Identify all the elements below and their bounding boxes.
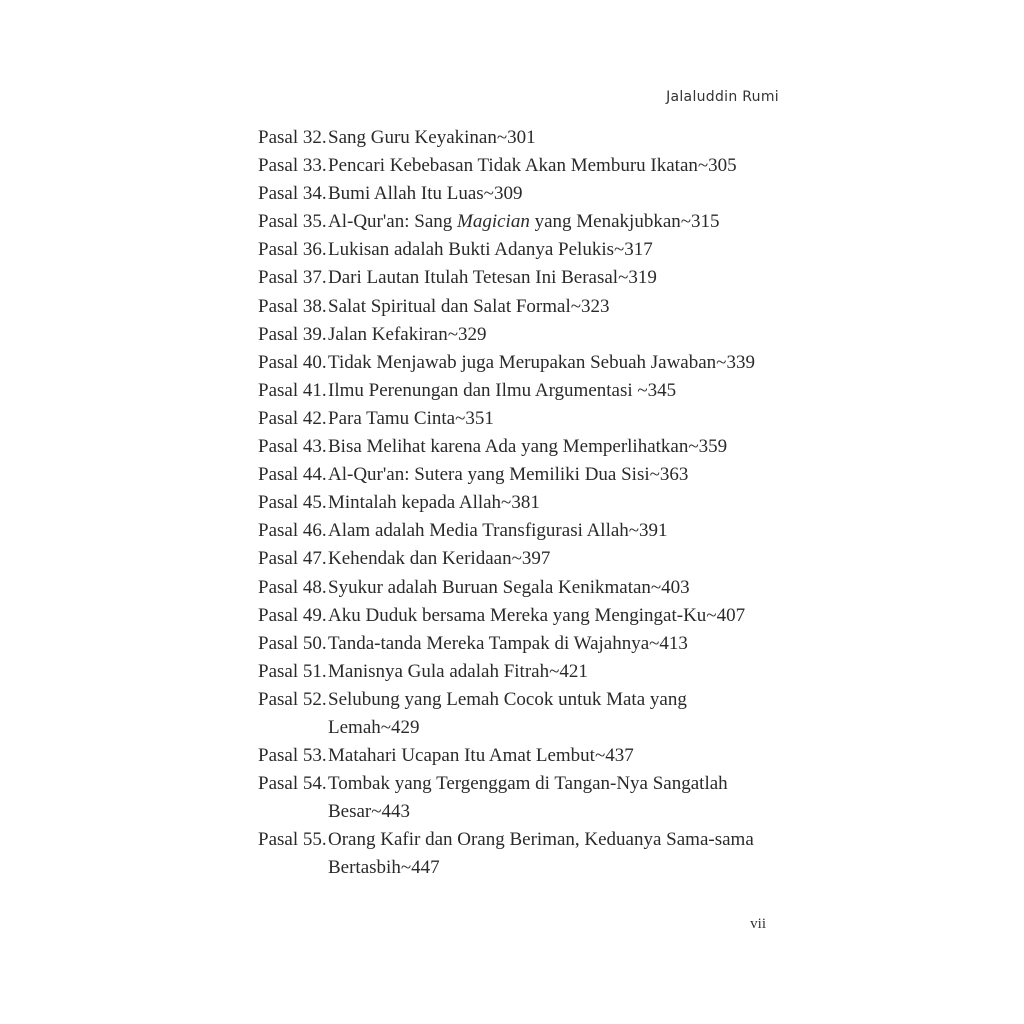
toc-entry-title-continued: Besar~443 — [328, 801, 411, 823]
toc-entry-number: Pasal 36. — [258, 239, 327, 261]
toc-entry-number: Pasal 45. — [258, 492, 327, 514]
toc-entry-title: Aku Duduk bersama Mereka yang Mengingat-Ku~407 — [328, 604, 746, 626]
toc-entry — [258, 405, 778, 433]
toc-entry — [258, 574, 778, 602]
toc-entry-number: Pasal 32. — [258, 127, 327, 148]
toc-entry-title: Para Tamu Cinta~351 — [328, 407, 494, 429]
toc-entry-number: Pasal 34. — [258, 183, 327, 205]
toc-entry — [258, 686, 778, 742]
toc-entry — [258, 264, 778, 292]
toc-entry-title: Tanda-tanda Mereka Tampak di Wajahnya~413 — [328, 632, 688, 654]
toc-entry-title: Manisnya Gula adalah Fitrah~421 — [328, 660, 588, 682]
toc-entry-number: Pasal 33. — [258, 155, 327, 177]
toc-entry-title: Mintalah kepada Allah~381 — [328, 492, 540, 514]
toc-entry-title-continued: Bertasbih~447 — [328, 857, 440, 879]
toc-entry-title: Bumi Allah Itu Luas~309 — [328, 183, 523, 205]
toc-entry-title: Sang Guru Keyakinan~301 — [328, 127, 536, 148]
toc-title-suffix: yang Menakjubkan~315 — [529, 211, 720, 233]
toc-entry — [258, 433, 778, 461]
toc-entry-number: Pasal 35. — [258, 211, 327, 233]
toc-entry-title: Ilmu Perenungan dan Ilmu Argumentasi ~345 — [328, 379, 677, 401]
toc-entry — [258, 826, 778, 882]
toc-entry-number: Pasal 51. — [258, 660, 327, 682]
toc-entry — [258, 377, 778, 405]
toc-entry-title: Tidak Menjawab juga Merupakan Sebuah Jawaban~339 — [328, 351, 755, 373]
toc-entry-title: Al-Qur'an: Sutera yang Memiliki Dua Sisi~363 — [328, 464, 689, 486]
toc-entry-title-continued: Lemah~429 — [328, 716, 420, 738]
toc-entry — [258, 658, 778, 686]
toc-entry — [258, 180, 778, 208]
toc-entry-number: Pasal 46. — [258, 520, 327, 542]
toc-entry-title: Matahari Ucapan Itu Amat Lembut~437 — [328, 745, 634, 767]
toc-entry-number: Pasal 50. — [258, 632, 327, 654]
toc-entry-number: Pasal 44. — [258, 464, 327, 486]
toc-entry-title: Selubung yang Lemah Cocok untuk Mata yang — [328, 688, 687, 710]
toc-entry — [258, 124, 778, 152]
toc-entry — [258, 770, 778, 826]
toc-entry — [258, 461, 778, 489]
toc-entry-number: Pasal 40. — [258, 351, 327, 373]
toc-entry-number: Pasal 55. — [258, 829, 327, 851]
page-number: vii — [750, 916, 766, 932]
toc-entry — [258, 208, 778, 236]
toc-entry-title: Jalan Kefakiran~329 — [328, 323, 487, 345]
toc-entry-number: Pasal 48. — [258, 576, 327, 598]
toc-entry-number: Pasal 52. — [258, 688, 327, 710]
running-head: Jalaluddin Rumi — [666, 89, 779, 105]
toc-entry-title: Salat Spiritual dan Salat Formal~323 — [328, 295, 610, 317]
toc-entry-number: Pasal 37. — [258, 267, 327, 289]
toc-entry — [258, 630, 778, 658]
toc-entry — [258, 236, 778, 264]
toc-entry-number: Pasal 39. — [258, 323, 327, 345]
toc-entry-title — [328, 208, 778, 236]
toc-entry-number: Pasal 41. — [258, 379, 327, 401]
toc-entry-title: Syukur adalah Buruan Segala Kenikmatan~403 — [328, 576, 690, 598]
toc-entry-title: Dari Lautan Itulah Tetesan Ini Berasal~319 — [328, 267, 657, 289]
toc-entry — [258, 602, 778, 630]
toc-entry-number: Pasal 43. — [258, 436, 327, 458]
toc-entry — [258, 349, 778, 377]
toc-entry-number: Pasal 49. — [258, 604, 327, 626]
toc-entry-number: Pasal 42. — [258, 407, 327, 429]
toc-entry — [258, 489, 778, 517]
toc-entry-title: Orang Kafir dan Orang Beriman, Keduanya Sama-sama — [328, 829, 754, 851]
toc-entry-title: Lukisan adalah Bukti Adanya Pelukis~317 — [328, 239, 653, 261]
toc-entry-number: Pasal 38. — [258, 295, 327, 317]
toc-entry-number: Pasal 47. — [258, 548, 327, 570]
toc-entry — [258, 152, 778, 180]
toc-entry-title: Alam adalah Media Transfigurasi Allah~391 — [328, 520, 668, 542]
toc-title-prefix: Al-Qur'an: Sang — [328, 211, 458, 233]
toc-entry-number: Pasal 53. — [258, 745, 327, 767]
toc-title-italic: Magician — [457, 211, 530, 233]
table-of-contents — [258, 124, 778, 883]
toc-entry — [258, 321, 778, 349]
toc-entry — [258, 517, 778, 545]
toc-entry-title: Pencari Kebebasan Tidak Akan Memburu Ikatan~305 — [328, 155, 737, 177]
toc-entry-title: Kehendak dan Keridaan~397 — [328, 548, 551, 570]
toc-entry — [258, 545, 778, 573]
toc-entry-title: Bisa Melihat karena Ada yang Memperlihatkan~359 — [328, 436, 728, 458]
toc-entry — [258, 742, 778, 770]
toc-entry-number: Pasal 54. — [258, 773, 327, 795]
toc-entry-title: Tombak yang Tergenggam di Tangan-Nya Sangatlah — [328, 773, 728, 795]
toc-entry — [258, 293, 778, 321]
